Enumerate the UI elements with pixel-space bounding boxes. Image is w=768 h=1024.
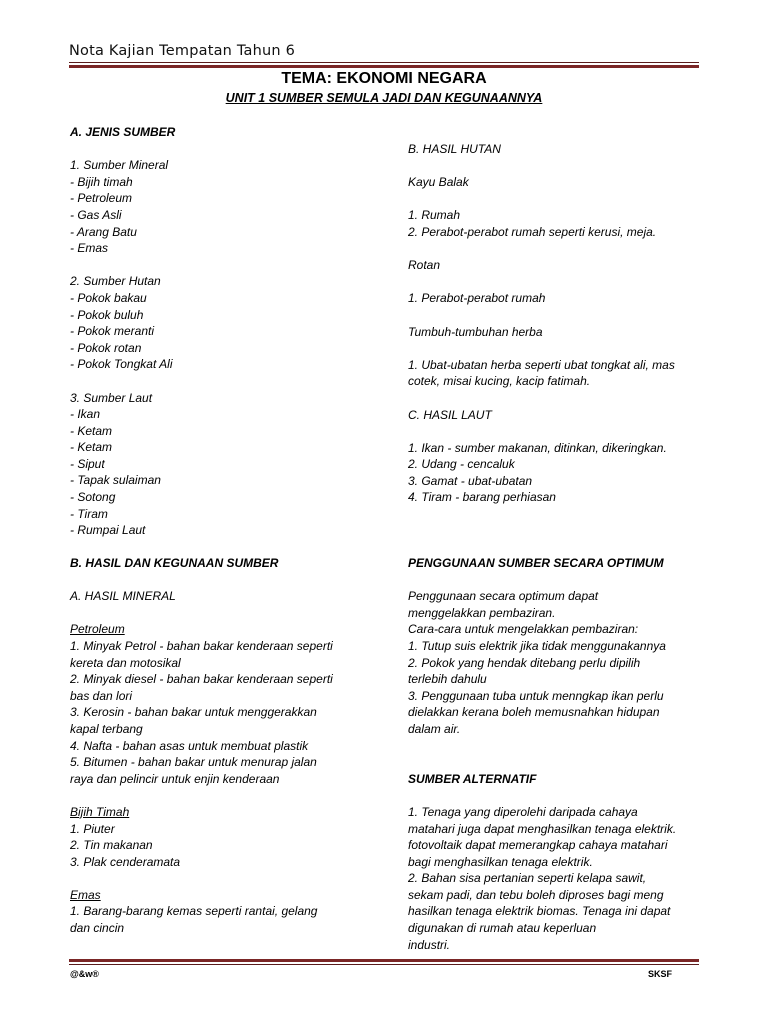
list-item: 2. Bahan sisa pertanian seperti kelapa sawit, xyxy=(408,871,647,886)
list-item: 2. Udang - cencaluk xyxy=(408,457,515,472)
list-item: 3. Penggunaan tuba untuk menngkap ikan perlu xyxy=(408,688,664,703)
list-item: 1. Tutup suis elektrik jika tidak menggunakannya xyxy=(408,638,666,653)
list-item: 1. Tenaga yang diperolehi daripada cahaya xyxy=(408,804,638,819)
emas-title: Emas xyxy=(70,887,101,902)
list-item: bagi menghasilkan tenaga elektrik. xyxy=(408,854,593,869)
list-item: - Pokok buluh xyxy=(70,307,144,322)
hasil-hutan-heading: B. HASIL HUTAN xyxy=(408,142,501,156)
page-header: Nota Kajian Tempatan Tahun 6 xyxy=(69,43,296,59)
list-item: 2. Tin makanan xyxy=(70,838,153,853)
list-item: - Rumpai Laut xyxy=(70,523,146,538)
list-item: cotek, misai kucing, kacip fatimah. xyxy=(408,374,591,389)
list-item: 4. Nafta - bahan asas untuk membuat plastik xyxy=(70,738,309,753)
list-item: fotovoltaik dapat memerangkap cahaya matahari xyxy=(408,838,668,853)
list-item: - Sotong xyxy=(70,490,116,505)
jenis-sumber-section xyxy=(70,124,370,539)
list-item: terlebih dahulu xyxy=(408,672,487,687)
optimum-section xyxy=(408,555,708,953)
list-item: - Arang Batu xyxy=(70,224,137,239)
list-item: 1. Piuter xyxy=(70,821,115,836)
list-item: 1. Perabot-perabot rumah xyxy=(408,291,546,306)
footer-left: @&w® xyxy=(70,969,99,979)
list-item: 1. Barang-barang kemas seperti rantai, gelang xyxy=(70,904,318,919)
list-item: 1. Ikan - sumber makanan, ditinkan, dikeringkan. xyxy=(408,440,667,455)
list-item: sekam padi, dan tebu boleh diproses bagi meng xyxy=(408,887,664,902)
list-item: menggelakkan pembaziran. xyxy=(408,605,556,620)
list-item: - Siput xyxy=(70,456,105,471)
list-item: - Petroleum xyxy=(70,191,133,206)
list-item: 3. Kerosin - bahan bakar untuk menggerakkan xyxy=(70,705,317,720)
alternatif-heading: SUMBER ALTERNATIF xyxy=(408,771,537,786)
list-item: - Ikan xyxy=(70,407,101,422)
list-item: - Ketam xyxy=(70,440,113,455)
header-rule xyxy=(69,62,699,68)
list-item: dan cincin xyxy=(70,921,125,936)
list-item: matahari juga dapat menghasilkan tenaga elektrik. xyxy=(408,821,677,836)
list-item: 3. Plak cenderamata xyxy=(70,854,181,869)
hutan-title: 2. Sumber Hutan xyxy=(70,274,161,289)
kegunaan-section xyxy=(70,555,370,937)
list-item: 4. Tiram - barang perhiasan xyxy=(408,490,556,505)
list-item: - Pokok rotan xyxy=(70,340,142,355)
list-item: - Pokok meranti xyxy=(70,324,155,339)
list-item: - Gas Asli xyxy=(70,207,122,222)
list-item: raya dan pelincir untuk enjin kenderaan xyxy=(70,771,280,786)
list-item: - Ketam xyxy=(70,423,113,438)
kegunaan-heading: B. HASIL DAN KEGUNAAN SUMBER xyxy=(70,556,279,570)
list-item: Cara-cara untuk mengelakkan pembaziran: xyxy=(408,622,639,637)
hasil-mineral-heading: A. HASIL MINERAL xyxy=(70,589,176,604)
kayu-title: Kayu Balak xyxy=(408,175,469,190)
hasil-laut-heading: C. HASIL LAUT xyxy=(408,407,492,422)
hasil-hutan-section xyxy=(408,141,708,506)
page-subtitle: UNIT 1 SUMBER SEMULA JADI DAN KEGUNAANNYA xyxy=(225,91,543,105)
rotan-title: Rotan xyxy=(408,258,441,273)
footer-right: SKSF xyxy=(648,969,673,979)
list-item: 2. Perabot-perabot rumah seperti kerusi, meja. xyxy=(408,224,657,239)
mineral-title: 1. Sumber Mineral xyxy=(70,158,169,173)
list-item: 1. Rumah xyxy=(408,208,461,223)
list-item: kereta dan motosikal xyxy=(70,655,181,670)
list-item: industri. xyxy=(408,937,451,952)
list-item: dielakkan kerana boleh memusnahkan hidupan xyxy=(408,705,660,720)
list-item: 5. Bitumen - bahan bakar untuk menurap jalan xyxy=(70,755,317,770)
list-item: 2. Pokok yang hendak ditebang perlu dipilih xyxy=(408,655,641,670)
list-item: 2. Minyak diesel - bahan bakar kenderaan seperti xyxy=(70,672,333,687)
list-item: kapal terbang xyxy=(70,721,143,736)
petroleum-title: Petroleum xyxy=(70,622,125,637)
list-item: - Tapak sulaiman xyxy=(70,473,161,488)
list-item: 1. Minyak Petrol - bahan bakar kenderaan seperti xyxy=(70,638,333,653)
footer-rule xyxy=(69,959,699,965)
list-item: hasilkan tenaga elektrik biomas. Tenaga ini dapat xyxy=(408,904,671,919)
timah-title: Bijih Timah xyxy=(70,804,130,819)
laut-title: 3. Sumber Laut xyxy=(70,390,153,405)
page-title: TEMA: EKONOMI NEGARA xyxy=(281,70,487,87)
list-item: - Pokok Tongkat Ali xyxy=(70,357,173,372)
list-item: - Bijih timah xyxy=(70,174,133,189)
list-item: bas dan lori xyxy=(70,688,133,703)
list-item: - Emas xyxy=(70,241,109,256)
list-item: 1. Ubat-ubatan herba seperti ubat tongkat ali, mas xyxy=(408,357,675,372)
list-item: dalam air. xyxy=(408,721,461,736)
list-item: Penggunaan secara optimum dapat xyxy=(408,589,599,604)
jenis-sumber-heading: A. JENIS SUMBER xyxy=(70,125,176,139)
optimum-heading: PENGGUNAAN SUMBER SECARA OPTIMUM xyxy=(408,556,664,570)
list-item: - Pokok bakau xyxy=(70,290,147,305)
list-item: - Tiram xyxy=(70,506,108,521)
herba-title: Tumbuh-tumbuhan herba xyxy=(408,324,543,339)
list-item: digunakan di rumah atau keperluan xyxy=(408,921,597,936)
list-item: 3. Gamat - ubat-ubatan xyxy=(408,473,533,488)
